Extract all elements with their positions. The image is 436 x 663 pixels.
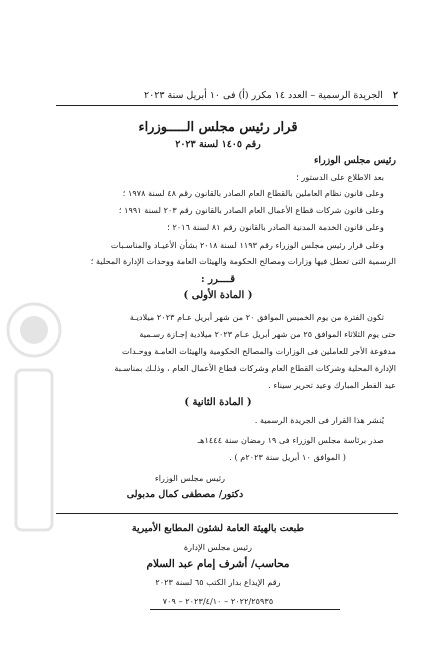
board-name: محاسب/ أشرف إمام عبد السلام bbox=[146, 558, 290, 570]
preamble-line: بعد الاطلاع على الدستور ؛ bbox=[296, 172, 384, 182]
article1-line: حتى يوم الثلاثاء الموافق ٢٥ من شهر أبريل عـام ٢٠٢٣ ميلادية إجـازة رسـمية bbox=[139, 329, 396, 339]
signature-title: رئيس مجلس الوزراء bbox=[154, 473, 226, 483]
footer-rule bbox=[56, 513, 398, 514]
decree-issuer: رئيس مجلس الوزراء bbox=[313, 155, 396, 166]
article2-heading: ( المادة الثانية ) bbox=[184, 397, 252, 408]
preamble-line: وعلى قرار رئيس مجلس الوزراء رقم ١١٩٣ لسنة ٢٠١٨ بشأن الأعيـاد والمناسـبات bbox=[110, 240, 384, 250]
preamble-line: وعلى قانون الخدمة المدنية الصادر بالقانون رقم ٨١ لسنة ٢٠١٦ ؛ bbox=[167, 222, 384, 232]
printer-line: طبعت بالهيئة العامة لشئون المطابع الأميرية bbox=[131, 523, 305, 534]
publication-code: ٢٠٢٢/٢٥٩٣٥ – ٢٠٢٣/٤/١٠ – ٧٠٩ bbox=[162, 596, 274, 606]
preamble-line: وعلى قانون شركات قطاع الأعمال العام الصادر بالقانون رقم ٢٠٣ لسنة ١٩٩١ ؛ bbox=[118, 205, 384, 215]
board-chair: رئيس مجلس الإدارة bbox=[183, 542, 253, 552]
article1-line: تكون الفترة من يوم الخميس الموافق ٢٠ من شهر أبريل عـام ٢٠٢٣ ميلاديـة bbox=[129, 312, 384, 322]
decides-heading: قــــرر : bbox=[200, 274, 236, 285]
article1-heading: ( المادة الأولى ) bbox=[183, 290, 253, 301]
article1-line: الإدارة المحلية وشركات القطاع العام وشركات قطاع الأعمال العام ، وذلـك بمناسـبة bbox=[114, 363, 396, 373]
decree-title: قرار رئيس مجلس الـــــوزراء bbox=[138, 120, 298, 135]
code-underline bbox=[150, 609, 340, 610]
article1-line: مدفوعة الأجر للعاملين فى الوزارات والمصالح الحكومية والهيئات العامـة ووحـدات bbox=[122, 346, 396, 356]
deposit-number: رقم الإيداع بدار الكتب ٦٥ لسنة ٢٠٢٣ bbox=[155, 577, 281, 587]
page-number: ٢ bbox=[392, 89, 398, 101]
watermark-seal bbox=[4, 300, 64, 550]
running-header bbox=[58, 87, 398, 103]
header-rule bbox=[56, 105, 398, 106]
running-title: الجريدة الرسمية – العدد ١٤ مكرر (أ) فى ١٠ أبريل سنة ٢٠٢٣ bbox=[144, 89, 383, 101]
preamble-line: وعلى قانون نظام العاملين بالقطاع العام الصادر بالقانون رقم ٤٨ لسنة ١٩٧٨ ؛ bbox=[122, 188, 384, 198]
decree-number: رقم ١٤٠٥ لسنة ٢٠٢٣ bbox=[175, 139, 261, 150]
issued-at: صدر برئاسة مجلس الوزراء فى ١٩ رمضان سنة ١٤٤٤هـ bbox=[197, 435, 384, 445]
preamble-line: الرسمية التى تعطل فيها وزارات ومصالح الحكومة والهيئات العامة ووحدات الإدارة المحلية ؛ bbox=[90, 256, 396, 266]
issued-date: ( الموافق ١٠ أبريل سنة ٢٠٢٣م ) . bbox=[229, 452, 346, 462]
article1-line: عيد الفطر المبارك وعيد تحرير سيناء . bbox=[268, 380, 396, 390]
article2-text: يُنشر هذا القرار فى الجريدة الرسمية . bbox=[254, 415, 384, 425]
signature-name: دكتور/ مصطفى كمال مدبولى bbox=[126, 489, 244, 500]
